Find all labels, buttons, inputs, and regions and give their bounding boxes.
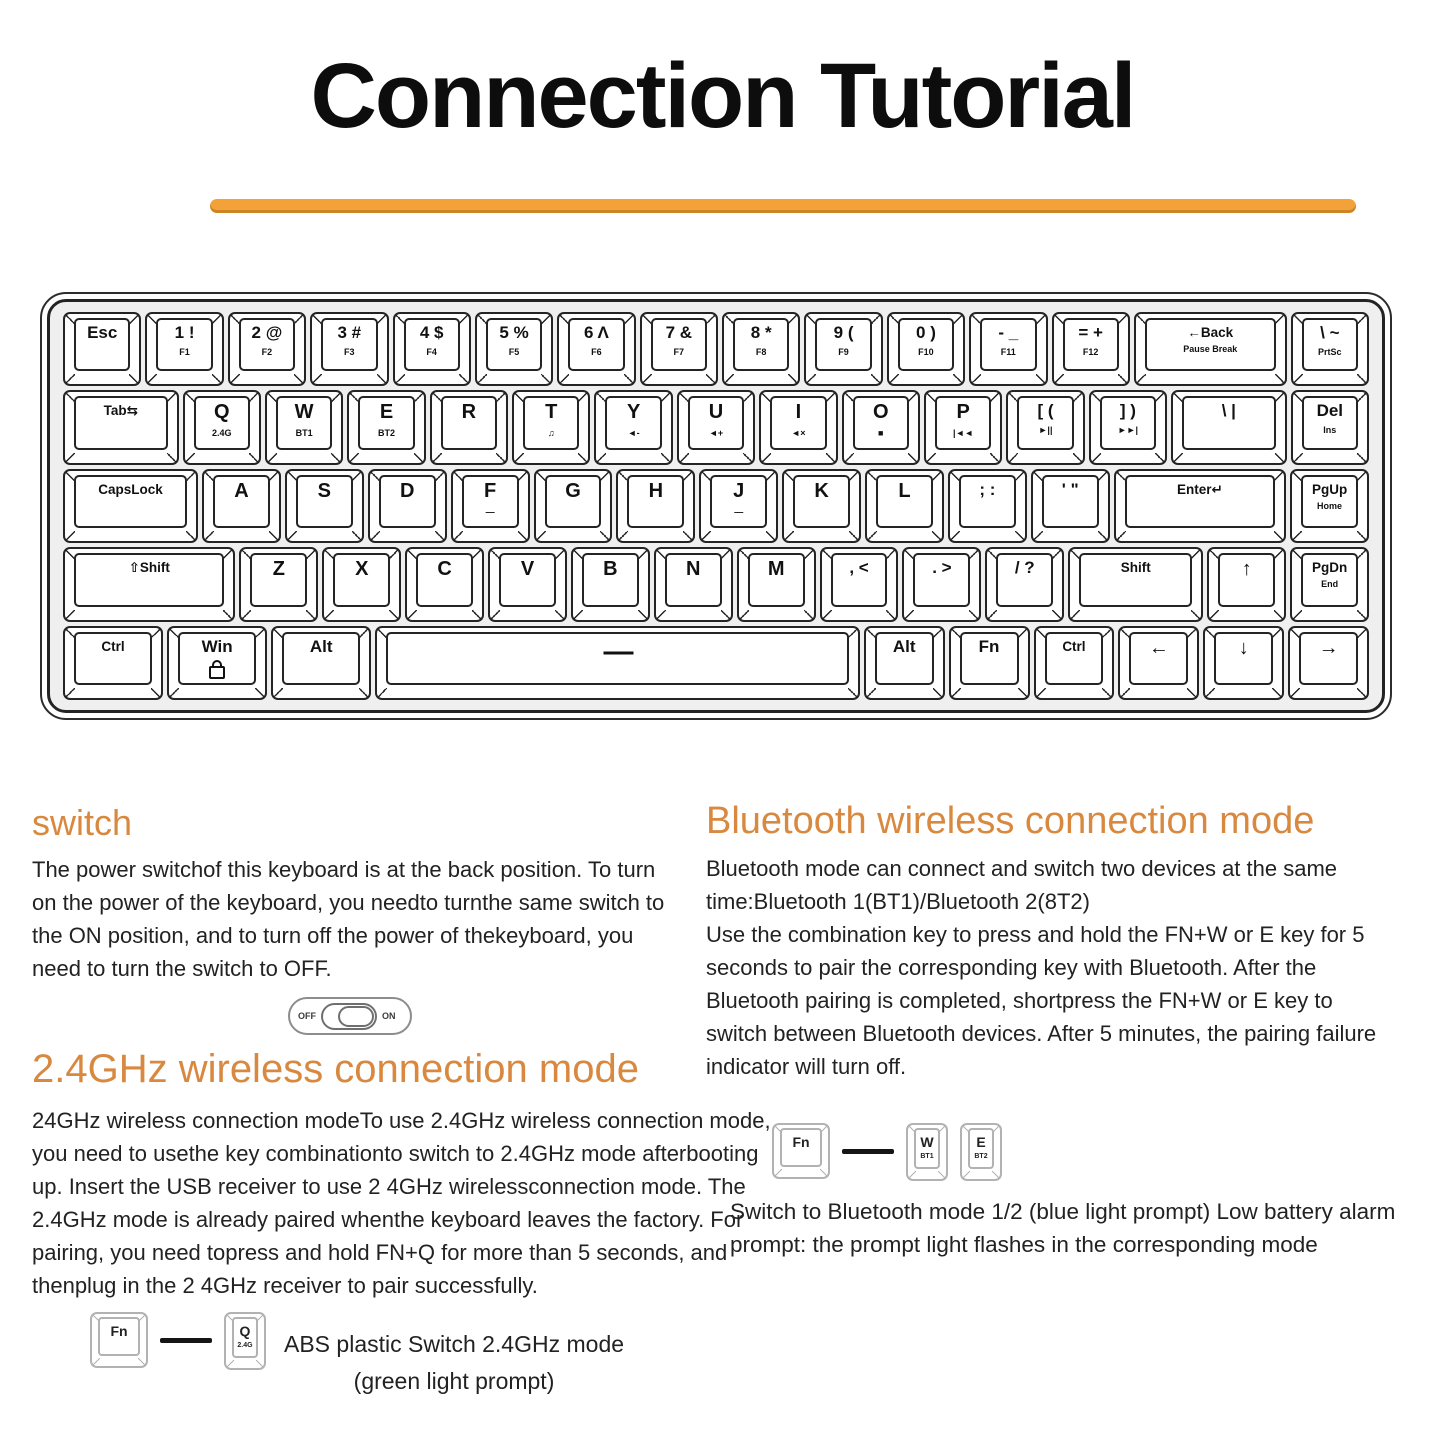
- q-key-label: Q: [239, 1323, 251, 1339]
- key-label: 1 !: [174, 323, 195, 342]
- fn-key-graphic: [90, 1312, 148, 1368]
- e-key-label: E: [976, 1134, 986, 1150]
- key-label: —: [603, 634, 632, 668]
- key-label: 5 %: [499, 323, 529, 342]
- key-0: [887, 312, 965, 386]
- key-label: , <: [849, 558, 869, 578]
- key-sublabel: F7: [673, 347, 685, 357]
- key-6: [557, 312, 635, 386]
- key-space: [375, 626, 859, 700]
- key-capslock: [63, 469, 198, 543]
- switch-section-heading: switch: [32, 802, 133, 843]
- left-column: [32, 802, 782, 1400]
- switch-section-body: The power switchof this keyboard is at the back position. To turn on the power of the keyboard, you needto turnthe same switch to the ON position, and to turn off the power of thekeyboard, you need to turn the switch to OFF.: [32, 857, 665, 981]
- key-tab: [63, 390, 179, 464]
- ghz-caption-line2: (green light prompt): [353, 1368, 555, 1394]
- key-s: [285, 469, 364, 543]
- key-label: →: [1318, 636, 1339, 659]
- key-label: = +: [1078, 323, 1103, 342]
- key-quote: [1031, 469, 1110, 543]
- key-label: A: [234, 479, 249, 502]
- q-key-sublabel: 2.4G: [237, 1342, 253, 1349]
- key-label: Del: [1316, 401, 1344, 421]
- key-sublabel: Ins: [1323, 425, 1337, 436]
- fn-key-label: Fn: [792, 1134, 810, 1150]
- key-c: [405, 547, 484, 621]
- key-label: CapsLock: [98, 481, 163, 497]
- key-label: 7 &: [665, 323, 693, 342]
- key-h: [616, 469, 695, 543]
- right-column: [706, 800, 1398, 1261]
- toggle-off-label: OFF: [298, 1011, 316, 1021]
- key-label: I: [795, 401, 802, 424]
- key-label: W: [294, 401, 314, 424]
- key-label: Fn: [978, 636, 1000, 656]
- key-k: [782, 469, 861, 543]
- key-sublabel: F1: [179, 347, 190, 357]
- key-u: [677, 390, 755, 464]
- key-label: ] ): [1119, 401, 1136, 421]
- keyboard-diagram: [40, 292, 1392, 720]
- key-arrow-up: [1207, 547, 1286, 621]
- key-label: R: [461, 401, 477, 424]
- key-label: / ?: [1014, 558, 1035, 578]
- key-4: [393, 312, 471, 386]
- key-b: [571, 547, 650, 621]
- key-label: C: [437, 558, 452, 581]
- key-e: [347, 390, 425, 464]
- key-label: Alt: [892, 636, 916, 656]
- bluetooth-section-body-p2: Use the combination key to press and hold the FN+W or E key for 5 seconds to pair the corresponding key with Bluetooth. After the Bluetooth pairing is completed, shortpress the FN+W or E key to switch between Bluetooth devices. After 5 minutes, the pairing failure indicator will turn off.: [706, 922, 1377, 1079]
- key-label: . >: [932, 558, 952, 578]
- key-sublabel: Pause Break: [1183, 344, 1238, 354]
- key-label: O: [872, 401, 889, 424]
- key-label: Tab⇆: [103, 403, 138, 419]
- key-5: [475, 312, 553, 386]
- ghz-key-combo: [90, 1312, 782, 1400]
- key-arrow-right: [1288, 626, 1369, 700]
- key-label: E: [379, 401, 394, 424]
- key-t: [512, 390, 590, 464]
- lock-icon: [209, 666, 225, 679]
- key-g: [534, 469, 613, 543]
- key-label: Ctrl: [1062, 638, 1086, 654]
- key-label: F: [483, 479, 497, 502]
- key-sublabel: ◄-: [627, 428, 640, 439]
- key-label: K: [814, 479, 829, 502]
- key-d: [368, 469, 447, 543]
- key-sublabel: PrtSc: [1318, 347, 1342, 357]
- bluetooth-section-heading: Bluetooth wireless connection mode: [706, 800, 1315, 842]
- key-sublabel: F12: [1082, 347, 1099, 357]
- key-semicolon: [948, 469, 1027, 543]
- key-label: Shift: [1120, 560, 1151, 576]
- key-sublabel: ♫: [547, 428, 555, 439]
- key-label: U: [708, 401, 724, 424]
- key-sublabel: F3: [344, 347, 355, 357]
- key-n: [654, 547, 733, 621]
- ghz-section-heading: 2.4GHz wireless connection mode: [32, 1047, 639, 1091]
- w-key-graphic: [906, 1123, 948, 1181]
- key-label: L: [898, 479, 911, 502]
- key-label: ; :: [979, 479, 996, 499]
- key-f: [451, 469, 530, 543]
- key-minus: [969, 312, 1047, 386]
- key-j: [699, 469, 778, 543]
- key-label: 4 $: [419, 323, 444, 342]
- key-2: [228, 312, 306, 386]
- key-m: [737, 547, 816, 621]
- key-sublabel: F9: [838, 347, 849, 357]
- key-alt-right: [864, 626, 945, 700]
- key-label: Ctrl: [101, 638, 125, 654]
- key-label: ↓: [1238, 636, 1249, 659]
- power-toggle: [288, 997, 412, 1035]
- key-pgup: [1290, 469, 1369, 543]
- fn-key-graphic: [772, 1123, 830, 1179]
- key-label: 9 (: [833, 323, 854, 342]
- key-bracket-right: [1089, 390, 1167, 464]
- key-label: ↑: [1241, 558, 1252, 581]
- ghz-section-body: 24GHz wireless connection modeTo use 2.4GHz wireless connection mode, you need to usethe key combinationto switch to 2.4GHz mode afterbooting up. Insert the USB receiver to use 2 4GHz wirelessconnection mode. The 2.4GHz mode is already paired whenthe keyboard leaves the factory. For pairing, you need topress and hold FN+Q for more than 5 seconds, and thenplug in the 2 4GHz receiver to pair successfully.: [32, 1108, 771, 1298]
- key-label: 8 *: [750, 323, 772, 342]
- key-3: [310, 312, 388, 386]
- key-label: ' ": [1061, 479, 1079, 499]
- key-label: 0 ): [916, 323, 936, 342]
- key-label: - _: [998, 323, 1019, 342]
- key-alt-left: [271, 626, 371, 700]
- key-tilde: [1291, 312, 1369, 386]
- key-enter: [1114, 469, 1286, 543]
- keyboard-rows: [47, 299, 1385, 713]
- key-r: [430, 390, 508, 464]
- key-label: J: [733, 479, 745, 502]
- key-label: Z: [272, 558, 286, 581]
- key-win: [167, 626, 267, 700]
- key-y: [594, 390, 672, 464]
- key-label: [ (: [1037, 401, 1054, 421]
- key-pgdn: [1290, 547, 1369, 621]
- w-key-label: W: [920, 1134, 934, 1150]
- key-label: M: [767, 558, 785, 581]
- ghz-caption-line1: ABS plastic Switch 2.4GHz mode: [284, 1331, 625, 1357]
- key-esc: [63, 312, 141, 386]
- key-sublabel: BT2: [377, 428, 395, 439]
- key-a: [202, 469, 281, 543]
- key-sublabel: 2.4G: [211, 428, 232, 439]
- key-label: T: [545, 401, 558, 424]
- key-label: P: [956, 401, 970, 424]
- keyboard-row: [61, 468, 1371, 544]
- key-q: [183, 390, 261, 464]
- key-sublabel: ►►|: [1117, 425, 1139, 436]
- key-sublabel: BT1: [295, 428, 313, 439]
- key-sublabel: F6: [591, 347, 602, 357]
- key-label: Q: [213, 401, 230, 424]
- key-8: [722, 312, 800, 386]
- toggle-on-label: ON: [382, 1011, 396, 1021]
- key-label: \ |: [1221, 401, 1236, 421]
- key-p: [924, 390, 1002, 464]
- key-sublabel: ►||: [1038, 425, 1053, 436]
- key-sublabel: ■: [878, 428, 884, 439]
- key-label: V: [520, 558, 535, 581]
- toggle-knob: [338, 1006, 374, 1027]
- key-equals: [1052, 312, 1130, 386]
- key-w: [265, 390, 343, 464]
- w-key-sublabel: BT1: [920, 1153, 934, 1160]
- plus-dash: [160, 1338, 212, 1343]
- key-sublabel: F5: [508, 347, 520, 357]
- key-i: [759, 390, 837, 464]
- key-sublabel: |◄◄: [952, 428, 974, 439]
- key-sublabel: Home: [1317, 500, 1343, 511]
- key-label: H: [648, 479, 664, 502]
- ghz-combo-caption: [284, 1312, 624, 1400]
- q-key-graphic: [224, 1312, 266, 1370]
- key-1: [145, 312, 223, 386]
- key-label: Alt: [309, 636, 333, 656]
- key-label: X: [355, 558, 369, 581]
- key-sublabel: F2: [261, 347, 273, 357]
- keyboard-row: [61, 625, 1371, 701]
- key-label: 2 @: [251, 323, 283, 342]
- key-sublabel: F4: [426, 347, 437, 357]
- key-label: B: [603, 558, 618, 581]
- key-shift-left: [63, 547, 235, 621]
- key-sublabel: F8: [755, 347, 767, 357]
- key-label: ←Back: [1187, 325, 1234, 340]
- fn-key-label: Fn: [110, 1323, 128, 1339]
- key-label: ⇧Shift: [128, 560, 170, 576]
- key-del: [1291, 390, 1369, 464]
- key-sublabel: F11: [1000, 347, 1016, 357]
- keyboard-row: [61, 389, 1371, 465]
- key-backslash: [1171, 390, 1287, 464]
- bluetooth-section-body-p1: Bluetooth mode can connect and switch two devices at the same time:Bluetooth 1(BT1)/Bluetooth 2(8T2): [706, 856, 1338, 914]
- toggle-track: [321, 1003, 377, 1030]
- key-v: [488, 547, 567, 621]
- key-label: PgUp: [1311, 481, 1348, 497]
- keyboard-row: [61, 311, 1371, 387]
- key-label: 6 Λ: [583, 323, 609, 342]
- key-label: 3 #: [337, 323, 362, 342]
- e-key-graphic: [960, 1123, 1002, 1181]
- key-label: S: [317, 479, 332, 502]
- key-label: Esc: [87, 323, 118, 342]
- key-period: [902, 547, 981, 621]
- plus-dash: [842, 1149, 894, 1154]
- key-label: Enter↵: [1176, 481, 1223, 497]
- divider-bar: [210, 199, 1356, 213]
- key-ctrl-right: [1034, 626, 1115, 700]
- key-sublabel: End: [1321, 579, 1339, 590]
- key-label: \ ~: [1320, 323, 1340, 342]
- key-label: G: [565, 479, 581, 502]
- key-comma: [820, 547, 899, 621]
- key-sublabel: F10: [918, 347, 934, 357]
- key-label: D: [399, 479, 415, 502]
- bluetooth-key-combo: [772, 1123, 1398, 1181]
- key-o: [842, 390, 920, 464]
- key-sublabel: —: [734, 506, 744, 517]
- key-x: [322, 547, 401, 621]
- key-label: PgDn: [1311, 560, 1348, 576]
- key-slash: [985, 547, 1064, 621]
- key-arrow-left: [1118, 626, 1199, 700]
- key-label: Win: [201, 636, 233, 656]
- key-backspace: [1134, 312, 1287, 386]
- key-ctrl-left: [63, 626, 163, 700]
- key-label: Y: [626, 401, 641, 424]
- key-shift-right: [1068, 547, 1203, 621]
- key-sublabel: —: [485, 506, 495, 517]
- key-arrow-down: [1203, 626, 1284, 700]
- bluetooth-combo-caption: Switch to Bluetooth mode 1/2 (blue light prompt) Low battery alarm prompt: the prompt light flashes in the corresponding mode: [730, 1199, 1396, 1257]
- keyboard-row: [61, 546, 1371, 622]
- key-z: [239, 547, 318, 621]
- key-sublabel: ◄+: [708, 428, 724, 439]
- key-7: [640, 312, 718, 386]
- page-title: Connection Tutorial: [310, 45, 1135, 147]
- key-sublabel: ◄×: [791, 428, 806, 439]
- key-label: N: [686, 558, 701, 581]
- key-fn: [949, 626, 1030, 700]
- e-key-sublabel: BT2: [974, 1153, 988, 1160]
- key-l: [865, 469, 944, 543]
- key-bracket-left: [1006, 390, 1084, 464]
- key-label: ←: [1148, 636, 1169, 659]
- key-9: [804, 312, 882, 386]
